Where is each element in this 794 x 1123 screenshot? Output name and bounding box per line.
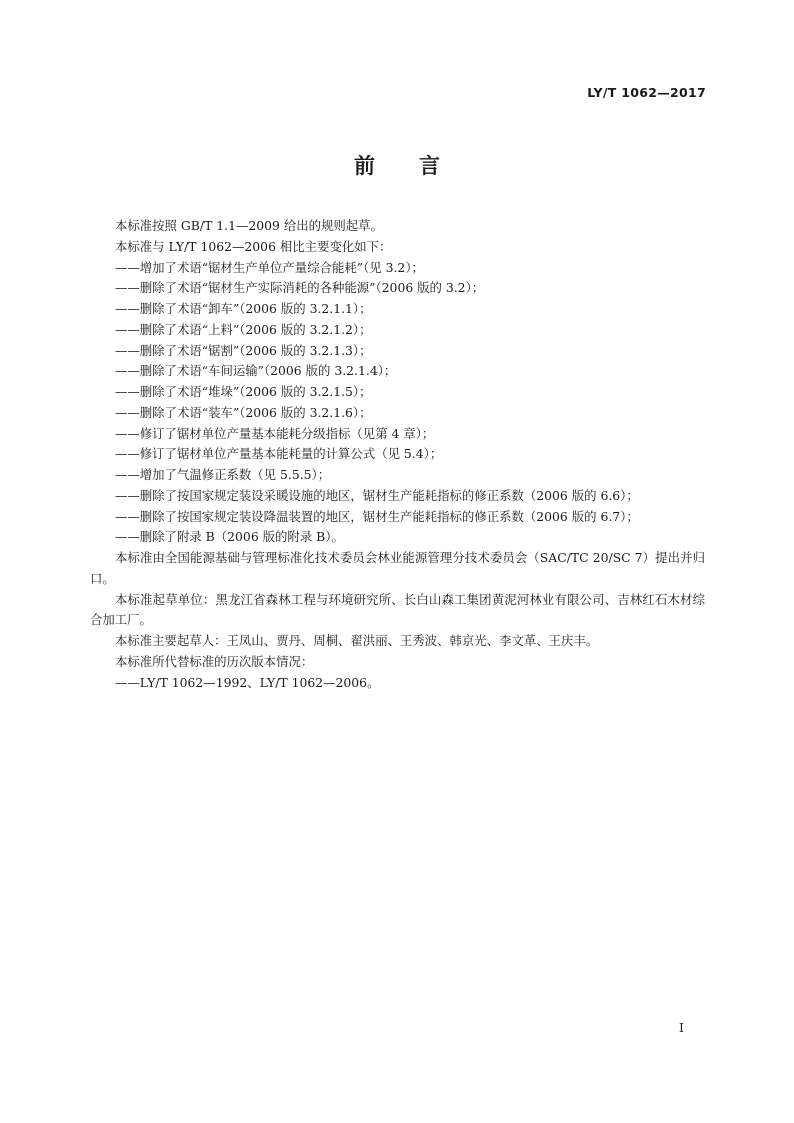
page-title xyxy=(0,150,794,180)
paragraph: 本标准所代替标准的历次版本情况： xyxy=(115,653,314,669)
list-item: ——删除了术语“锯材生产实际消耗的各种能源”（2006 版的 3.2）； xyxy=(115,280,485,296)
title-char-1: 前 xyxy=(354,154,375,178)
list-item: ——删除了术语“车间运输”（2006 版的 3.2.1.4）； xyxy=(115,363,397,379)
list-item: ——增加了术语“锯材生产单位产量综合能耗”（见 3.2）； xyxy=(115,259,424,275)
list-item: ——删除了术语“堆垛”（2006 版的 3.2.1.5）； xyxy=(115,384,372,399)
list-item: ——删除了按国家规定装设降温装置的地区，锯材生产能耗指标的修正系数（2006 版的 6.7）； xyxy=(115,508,639,524)
list-item: ——删除了术语“卸车”（2006 版的 3.2.1.1）； xyxy=(115,301,372,316)
list-item: ——修订了锯材单位产量基本能耗量的计算公式（见 5.4）； xyxy=(115,446,443,462)
list-item: ——LY/T 1062—1992、LY/T 1062—2006。 xyxy=(115,674,380,690)
list-item: ——修订了锯材单位产量基本能耗分级指标（见第 4 章）； xyxy=(115,425,435,441)
list-item: ——删除了按国家规定装设采暖设施的地区，锯材生产能耗指标的修正系数（2006 版的 6.6）； xyxy=(115,487,639,503)
list-item: ——删除了术语“装车”（2006 版的 3.2.1.6）； xyxy=(115,404,372,420)
page-number: I xyxy=(679,1020,684,1035)
list-item: ——删除了附录 B（2006 版的附录 B）。 xyxy=(115,529,344,545)
paragraph: 本标准主要起草人：王凤山、贾丹、周桐、翟洪丽、王秀波、韩京光、李文革、王庆丰。 xyxy=(115,633,599,648)
list-item: ——增加了气温修正系数（见 5.5.5）； xyxy=(115,467,331,482)
foreword-body xyxy=(90,216,705,693)
paragraph: 本标准由全国能源基础与管理标准化技术委员会林业能源管理分技术委员会（SAC/TC 20/SC 7）提出并归口。 xyxy=(90,550,705,586)
title-char-2: 言 xyxy=(419,154,440,178)
document-code: LY/T 1062—2017 xyxy=(587,85,706,100)
paragraph: 本标准起草单位：黑龙江省森林工程与环境研究所、长白山森工集团黄泥河林业有限公司、吉林红石木材综合加工厂。 xyxy=(90,591,705,628)
paragraph: 本标准与 LY/T 1062—2006 相比主要变化如下： xyxy=(115,238,392,254)
paragraph: 本标准按照 GB/T 1.1—2009 给出的规则起草。 xyxy=(115,218,383,233)
list-item: ——删除了术语“锯割”（2006 版的 3.2.1.3）； xyxy=(115,342,372,358)
list-item: ——删除了术语“上料”（2006 版的 3.2.1.2）； xyxy=(115,321,372,337)
